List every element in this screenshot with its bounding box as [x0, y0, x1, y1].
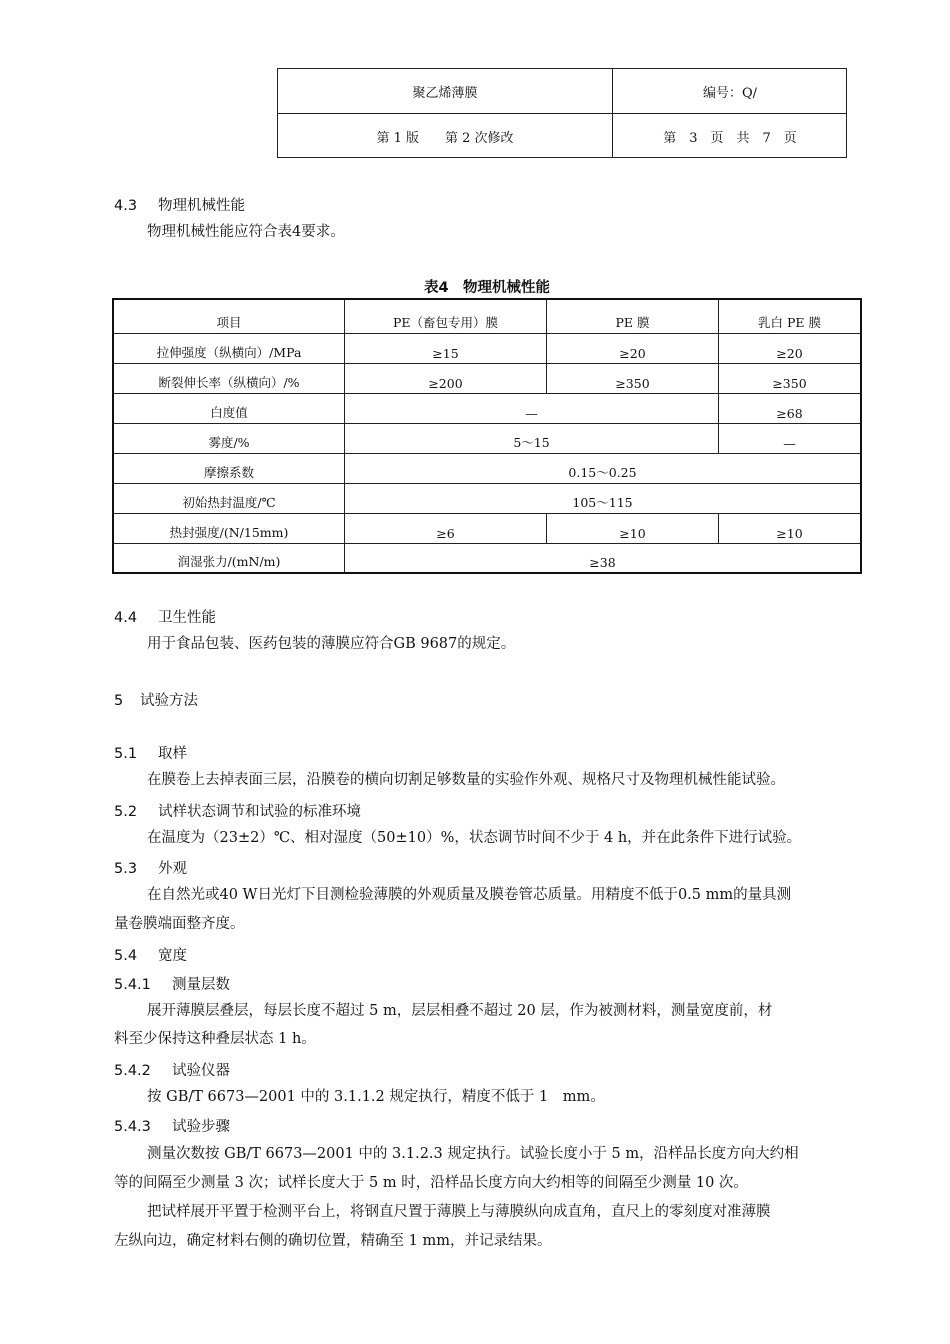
row-label: 白度值 — [210, 405, 248, 420]
section-number: 4.4 — [114, 610, 138, 626]
section-4-4-text: 用于食品包装、医药包装的薄膜应符合GB 9687的规定。 — [147, 636, 516, 652]
section-5-3-heading — [114, 857, 187, 878]
table-cell: ≥15 — [432, 346, 459, 361]
table-header-cell: PE（畜包专用）膜 — [392, 315, 499, 330]
section-number: 5 — [114, 693, 124, 709]
section-5-4-1-text-line1: 展开薄膜层叠层，每层长度不超过 5 m，层层相叠不超过 20 层，作为被测材料，测量宽度前，材 — [147, 1003, 773, 1019]
section-title: 宽度 — [158, 948, 187, 964]
table-cell: ≥10 — [619, 526, 646, 541]
row-label: 断裂伸长率（纵横向）/% — [158, 375, 300, 390]
section-4-4-heading — [114, 606, 216, 627]
table-row — [114, 483, 860, 513]
section-5-4-1-text-line2: 料至少保持这种叠层状态 1 h。 — [114, 1031, 316, 1047]
table-header-row — [114, 300, 860, 333]
section-5-4-heading — [114, 944, 187, 965]
section-title: 测量层数 — [172, 977, 230, 993]
section-5-3-text-line1: 在自然光或40 W日光灯下目测检验薄膜的外观质量及膜卷管芯质量。用精度不低于0.5 mm的量具测 — [147, 887, 792, 903]
section-5-4-3-heading — [114, 1115, 230, 1136]
section-5-1-heading — [114, 742, 187, 763]
table-cell: ≥200 — [428, 376, 463, 391]
row-label: 摩擦系数 — [203, 465, 254, 480]
table-header-cell: 乳白 PE 膜 — [758, 315, 821, 330]
section-number: 5.3 — [114, 861, 138, 877]
section-number: 5.4.3 — [114, 1119, 151, 1135]
header-product-name: 聚乙烯薄膜 — [412, 85, 478, 101]
table-cell-merged: 105～115 — [572, 495, 633, 510]
table-row — [114, 543, 860, 572]
section-number: 5.4 — [114, 948, 138, 964]
section-5-3-text-line2: 量卷膜端面整齐度。 — [114, 916, 245, 932]
table-cell: ≥68 — [776, 406, 803, 421]
section-5-4-1-heading — [114, 973, 230, 994]
table-row — [114, 423, 860, 453]
row-label: 初始热封温度/℃ — [182, 495, 276, 510]
header-page-number: 第 3 页 共 7 页 — [663, 130, 797, 146]
section-title: 外观 — [158, 861, 187, 877]
row-label: 热封强度/(N/15mm) — [169, 525, 289, 540]
section-5-4-3-p2-line1: 把试样展开平置于检测平台上，将钢直尺置于薄膜上与薄膜纵向成直角，直尺上的零刻度对准薄膜 — [147, 1204, 771, 1220]
section-5-4-3-p1-line2: 等的间隔至少测量 3 次；试样长度大于 5 m 时，沿样品长度方向大约相等的间隔至少测量 10 次。 — [114, 1175, 748, 1191]
row-label: 雾度/% — [208, 435, 250, 450]
table-cell: ≥350 — [772, 376, 807, 391]
table-cell: ≥6 — [436, 526, 455, 541]
table-cell-merged: 5～15 — [513, 435, 550, 450]
section-5-4-3-p2-line2: 左纵向边，确定材料右侧的确切位置，精确至 1 mm，并记录结果。 — [114, 1233, 552, 1249]
table-cell-merged: — — [525, 406, 538, 421]
row-label: 拉伸强度（纵横向）/MPa — [156, 345, 302, 360]
section-title: 试样状态调节和试验的标准环境 — [158, 804, 361, 820]
page-header-table — [277, 68, 847, 158]
section-number: 5.2 — [114, 804, 138, 820]
table-row — [114, 453, 860, 483]
section-number: 5.1 — [114, 746, 138, 762]
section-number: 5.4.1 — [114, 977, 151, 993]
section-5-4-2-text: 按 GB/T 6673—2001 中的 3.1.1.2 规定执行，精度不低于 1 mm。 — [147, 1089, 605, 1105]
table-header-cell: PE 膜 — [615, 315, 650, 330]
table-cell: ≥20 — [619, 346, 646, 361]
section-title: 试验方法 — [140, 693, 198, 709]
section-4-3-text: 物理机械性能应符合表4要求。 — [147, 224, 345, 240]
section-title: 试验步骤 — [172, 1119, 230, 1135]
section-5-1-text: 在膜卷上去掉表面三层，沿膜卷的横向切割足够数量的实验作外观、规格尺寸及物理机械性能试验。 — [147, 772, 785, 788]
section-5-2-text: 在温度为（23±2）℃、相对湿度（50±10）%，状态调节时间不少于 4 h，并在此条件下进行试验。 — [147, 830, 802, 846]
table-cell: — — [783, 436, 796, 451]
table-cell: ≥10 — [776, 526, 803, 541]
table-row — [114, 363, 860, 393]
section-title: 物理机械性能 — [158, 198, 245, 214]
table-caption: 表4 物理机械性能 — [423, 280, 551, 296]
row-label: 润湿张力/(mN/m) — [177, 554, 281, 569]
table-row — [114, 513, 860, 543]
section-5-heading — [114, 689, 198, 710]
section-title: 试验仪器 — [172, 1063, 230, 1079]
section-5-4-2-heading — [114, 1059, 230, 1080]
table-row — [114, 333, 860, 363]
table-cell-merged: ≥38 — [589, 555, 616, 570]
section-number: 4.3 — [114, 198, 138, 214]
table-cell: ≥20 — [776, 346, 803, 361]
section-number: 5.4.2 — [114, 1063, 151, 1079]
properties-table — [112, 298, 862, 574]
section-5-4-3-p1-line1: 测量次数按 GB/T 6673—2001 中的 3.1.2.3 规定执行。试验长度小于 5 m，沿样品长度方向大约相 — [147, 1146, 799, 1162]
section-title: 卫生性能 — [158, 610, 216, 626]
section-5-2-heading — [114, 800, 361, 821]
header-version: 第 1 版 第 2 次修改 — [376, 130, 514, 146]
table-row — [114, 393, 860, 423]
section-title: 取样 — [158, 746, 187, 762]
table-cell: ≥350 — [615, 376, 650, 391]
table-cell-merged: 0.15～0.25 — [568, 465, 637, 480]
section-4-3-heading — [114, 194, 245, 215]
header-document-code: 编号：Q/ — [702, 85, 758, 101]
table-header-cell: 项目 — [216, 315, 242, 330]
